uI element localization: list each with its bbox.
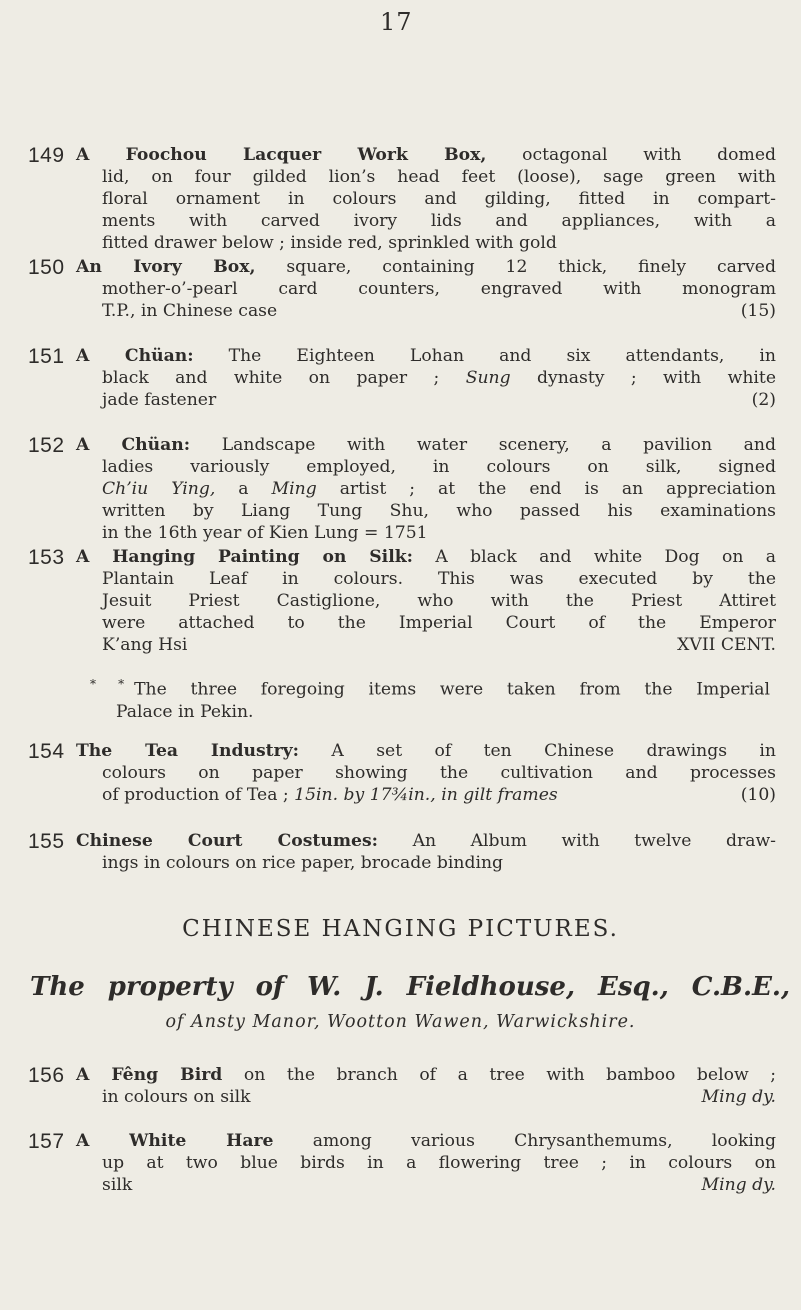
lot-text: in the 16th year of Kien Lung = 1751 bbox=[102, 523, 428, 543]
note-asterisks: * * bbox=[90, 677, 125, 691]
lot-description bbox=[76, 256, 776, 322]
lot-dynasty: Ming dy. bbox=[701, 1087, 776, 1107]
lot-text: a bbox=[215, 479, 272, 499]
lot-text: K’ang Hsi bbox=[102, 635, 188, 655]
lot-title: A Chüan: bbox=[76, 346, 194, 366]
note-text: The three foregoing items were taken from the Imperial bbox=[134, 679, 770, 700]
lot-title: A Fêng Bird bbox=[76, 1065, 223, 1085]
lot-text: in colours on silk bbox=[102, 1087, 251, 1107]
lot-text: dynasty ; with white bbox=[510, 368, 776, 388]
lot-description bbox=[76, 1064, 776, 1108]
lot-number: 153 bbox=[28, 546, 65, 569]
dynasty-name: Sung bbox=[465, 368, 511, 388]
lot-number: 156 bbox=[28, 1064, 65, 1087]
lot-dynasty: Ming dy. bbox=[701, 1175, 776, 1195]
lot-text: of production of Tea ; bbox=[102, 785, 295, 805]
lot-number: 150 bbox=[28, 256, 65, 279]
lot-text: ments with carved ivory lids and appliances, with a bbox=[102, 211, 776, 231]
lot-text: floral ornament in colours and gilding, fitted in compart- bbox=[102, 189, 776, 209]
lot-quantity: (10) bbox=[740, 785, 776, 805]
dynasty-name: Ming bbox=[271, 479, 317, 499]
lot-description bbox=[76, 434, 776, 544]
lot-number: 152 bbox=[28, 434, 65, 457]
lot-text: on the branch of a tree with bamboo below ; bbox=[222, 1065, 776, 1085]
lot-text: Landscape with water scenery, a pavilion and bbox=[190, 435, 776, 455]
lot-text: Jesuit Priest Castiglione, who with the Priest Attiret bbox=[102, 591, 776, 611]
lot-number: 155 bbox=[28, 830, 65, 853]
lot-text: fitted drawer below ; inside red, sprinkled with gold bbox=[102, 233, 557, 253]
lot-number: 149 bbox=[28, 144, 65, 167]
artist-name: Ch’iu Ying, bbox=[102, 479, 216, 499]
lot-text: ladies variously employed, in colours on silk, signed bbox=[102, 457, 776, 477]
page-number: 17 bbox=[380, 8, 413, 36]
lot-title: A Foochou Lacquer Work Box, bbox=[76, 145, 487, 165]
lot-text: silk bbox=[102, 1175, 133, 1195]
lot-title: A Chüan: bbox=[76, 435, 191, 455]
lot-title: An Ivory Box, bbox=[76, 257, 256, 277]
lot-text: black and white on paper ; bbox=[102, 368, 466, 388]
lot-quantity: (2) bbox=[751, 390, 776, 410]
lot-description bbox=[76, 740, 776, 806]
lot-text: mother-o’-pearl card counters, engraved with monogram bbox=[102, 279, 776, 299]
lot-description bbox=[76, 345, 776, 411]
property-owner-heading: The property of W. J. Fieldhouse, Esq., C.B.E., bbox=[30, 972, 790, 1002]
lot-text: ings in colours on rice paper, brocade binding bbox=[102, 853, 504, 873]
lot-text: Plantain Leaf in colours. This was executed by the bbox=[102, 569, 776, 589]
lot-number: 151 bbox=[28, 345, 65, 368]
lot-title: A Hanging Painting on Silk: bbox=[76, 547, 413, 567]
lot-text: A black and white Dog on a bbox=[412, 547, 776, 567]
lot-title: The Tea Industry: bbox=[76, 741, 299, 761]
lot-text: written by Liang Tung Shu, who passed his examinations bbox=[102, 501, 776, 521]
lot-description bbox=[76, 546, 776, 656]
lot-title: A White Hare bbox=[76, 1131, 274, 1151]
lot-dimensions: 15in. by 17¾in., in gilt frames bbox=[294, 785, 558, 805]
lot-text: lid, on four gilded lion’s head feet (loose), sage green with bbox=[102, 167, 776, 187]
section-heading: CHINESE HANGING PICTURES. bbox=[182, 916, 619, 942]
lot-description bbox=[76, 830, 776, 874]
lot-description bbox=[76, 144, 776, 254]
lot-date: XVII CENT. bbox=[677, 635, 776, 655]
lot-text: octagonal with domed bbox=[486, 145, 776, 165]
lot-text: were attached to the Imperial Court of the Emperor bbox=[102, 613, 776, 633]
provenance-note bbox=[90, 673, 770, 723]
lot-text: artist ; at the end is an appreciation bbox=[316, 479, 776, 499]
lot-text: T.P., in Chinese case bbox=[102, 301, 278, 321]
lot-quantity: (15) bbox=[740, 301, 776, 321]
lot-description bbox=[76, 1130, 776, 1196]
property-location: of Ansty Manor, Wootton Wawen, Warwickshire. bbox=[165, 1012, 636, 1032]
lot-number: 154 bbox=[28, 740, 65, 763]
lot-text: The Eighteen Lohan and six attendants, in bbox=[193, 346, 776, 366]
lot-text: colours on paper showing the cultivation and processes bbox=[102, 763, 776, 783]
lot-text: jade fastener bbox=[102, 390, 217, 410]
lot-text: among various Chrysanthemums, looking bbox=[273, 1131, 776, 1151]
lot-number: 157 bbox=[28, 1130, 65, 1153]
note-text: Palace in Pekin. bbox=[116, 701, 254, 722]
lot-text: An Album with twelve draw- bbox=[377, 831, 776, 851]
lot-text: A set of ten Chinese drawings in bbox=[299, 741, 776, 761]
lot-text: square, containing 12 thick, finely carved bbox=[255, 257, 776, 277]
lot-text: up at two blue birds in a flowering tree ; in colours on bbox=[102, 1153, 776, 1173]
lot-title: Chinese Court Costumes: bbox=[76, 831, 378, 851]
